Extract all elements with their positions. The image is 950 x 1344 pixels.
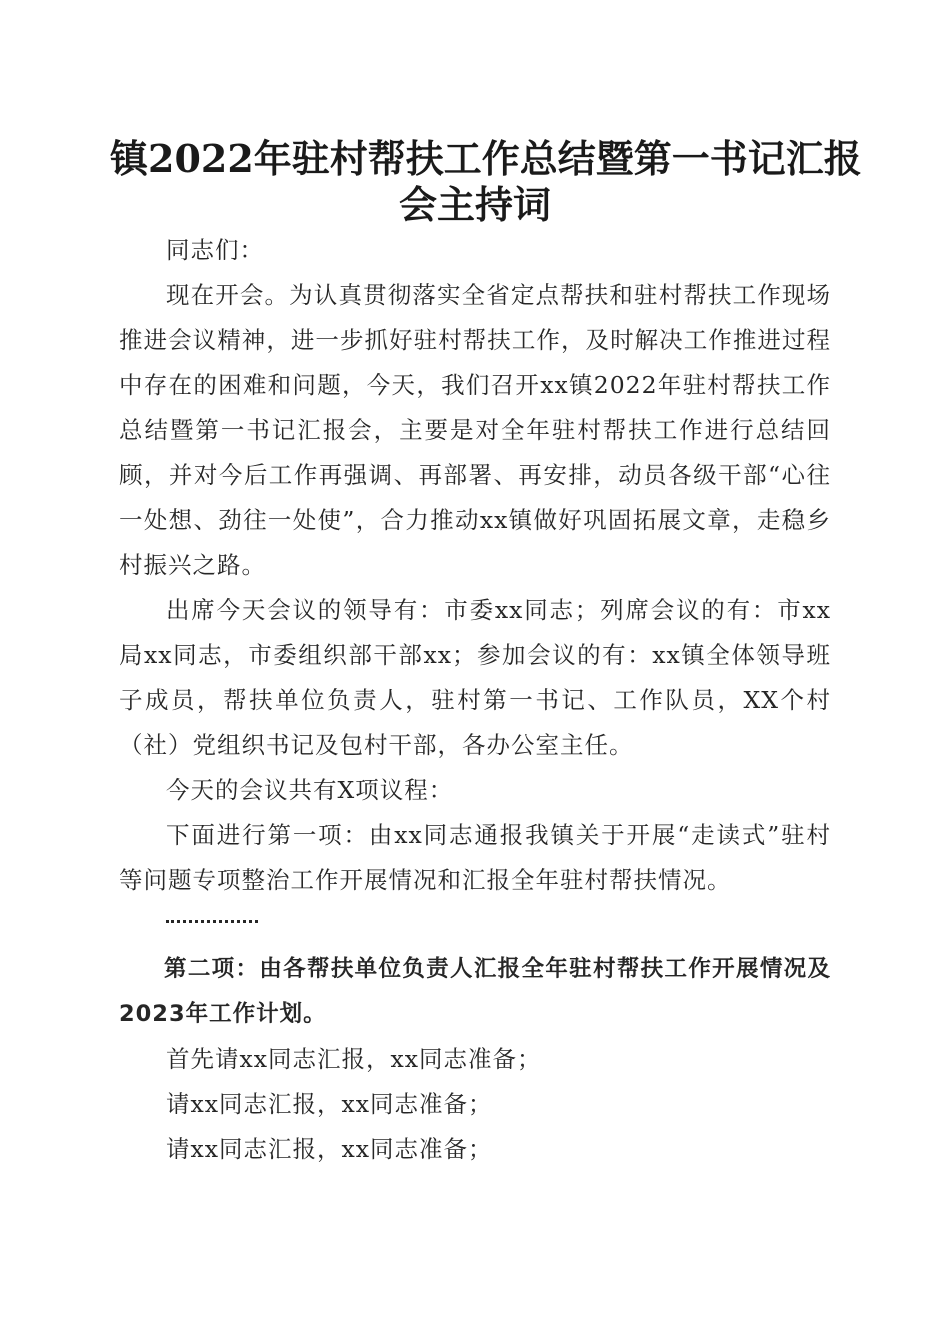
salutation: 同志们：: [166, 236, 264, 264]
ellipsis-line: [119, 903, 831, 947]
document-title-line-1: 镇2022年驻村帮扶工作总结暨第一书记汇报: [110, 136, 862, 181]
item-one-paragraph: 下面进行第一项：由xx同志通报我镇关于开展“走读式”驻村等问题专项整治工作开展情况和汇报全年驻村帮扶情况。: [119, 821, 831, 894]
closing-line-2: 请xx同志汇报，xx同志准备；: [166, 1090, 493, 1118]
attendees-paragraph: 出席今天会议的领导有：市委xx同志；列席会议的有：市xx局xx同志，市委组织部干部xx；参加会议的有：xx镇全体领导班子成员，帮扶单位负责人，驻村第一书记、工作队员，XX个村（社）党组织书记及包村干部，各办公室主任。: [119, 596, 831, 759]
ellipsis-dots: [166, 920, 258, 923]
document-title-line-2: 会主持词: [398, 182, 551, 227]
opening-paragraph: 现在开会。为认真贯彻落实全省定点帮扶和驻村帮扶工作现场推进会议精神，进一步抓好驻村帮扶工作，及时解决工作推进过程中存在的困难和问题，今天，我们召开xx镇2022年驻村帮扶工作总结暨第一书记汇报会，主要是对全年驻村帮扶工作进行总结回顾，并对今后工作再强调、再部署、再安排，动员各级干部“心往一处想、劲往一处使”，合力推动xx镇做好巩固拓展文章，走稳乡村振兴之路。: [119, 281, 831, 579]
closing-line-3: 请xx同志汇报，xx同志准备；: [166, 1135, 493, 1163]
closing-line-1: 首先请xx同志汇报，xx同志准备；: [166, 1045, 542, 1073]
agenda-intro: 今天的会议共有X项议程：: [166, 776, 454, 804]
document-body: [119, 228, 831, 1172]
item-two-paragraph: 第二项：由各帮扶单位负责人汇报全年驻村帮扶工作开展情况及2023年工作计划。: [119, 956, 831, 1027]
